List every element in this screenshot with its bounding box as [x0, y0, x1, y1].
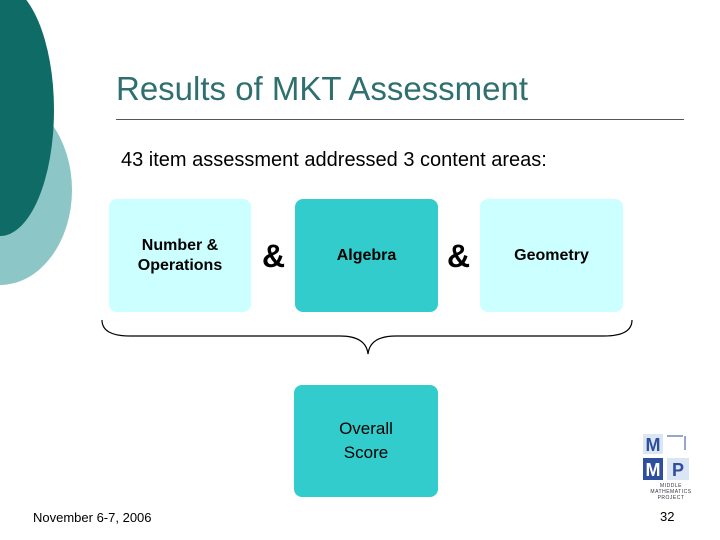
- footer-date: November 6-7, 2006: [33, 510, 152, 525]
- page-number: 32: [660, 509, 675, 524]
- ampersand-connector: &: [262, 238, 286, 274]
- title-divider: [116, 119, 684, 120]
- logo-text: MATHEMATICS: [650, 489, 692, 495]
- logo-text: MIDDLE: [660, 483, 682, 489]
- content-area-label: Number &: [141, 236, 219, 254]
- overall-score-label: Overall: [339, 419, 393, 438]
- logo-letter: M: [645, 435, 661, 455]
- grouping-brace: [100, 318, 635, 358]
- content-area-number-operations: [109, 199, 251, 312]
- content-area-algebra: [295, 199, 438, 312]
- overall-score-label: Score: [343, 443, 389, 462]
- slide-title: Results of MKT Assessment: [116, 70, 529, 107]
- mmp-logo: [643, 434, 699, 504]
- content-area-label: Geometry: [514, 246, 589, 264]
- content-area-label: Algebra: [336, 246, 397, 264]
- ampersand-connector: &: [447, 238, 471, 274]
- logo-letter: M: [645, 460, 661, 480]
- content-area-geometry: [480, 199, 623, 312]
- content-area-label: Operations: [137, 256, 223, 274]
- logo-text: PROJECT: [657, 495, 685, 501]
- mmp-logo-mark: [643, 434, 699, 482]
- corner-decoration: [0, 0, 90, 300]
- overall-score-box: [294, 385, 438, 497]
- slide-subtitle: 43 item assessment addressed 3 content areas:: [121, 149, 547, 171]
- logo-letter: P: [671, 460, 685, 480]
